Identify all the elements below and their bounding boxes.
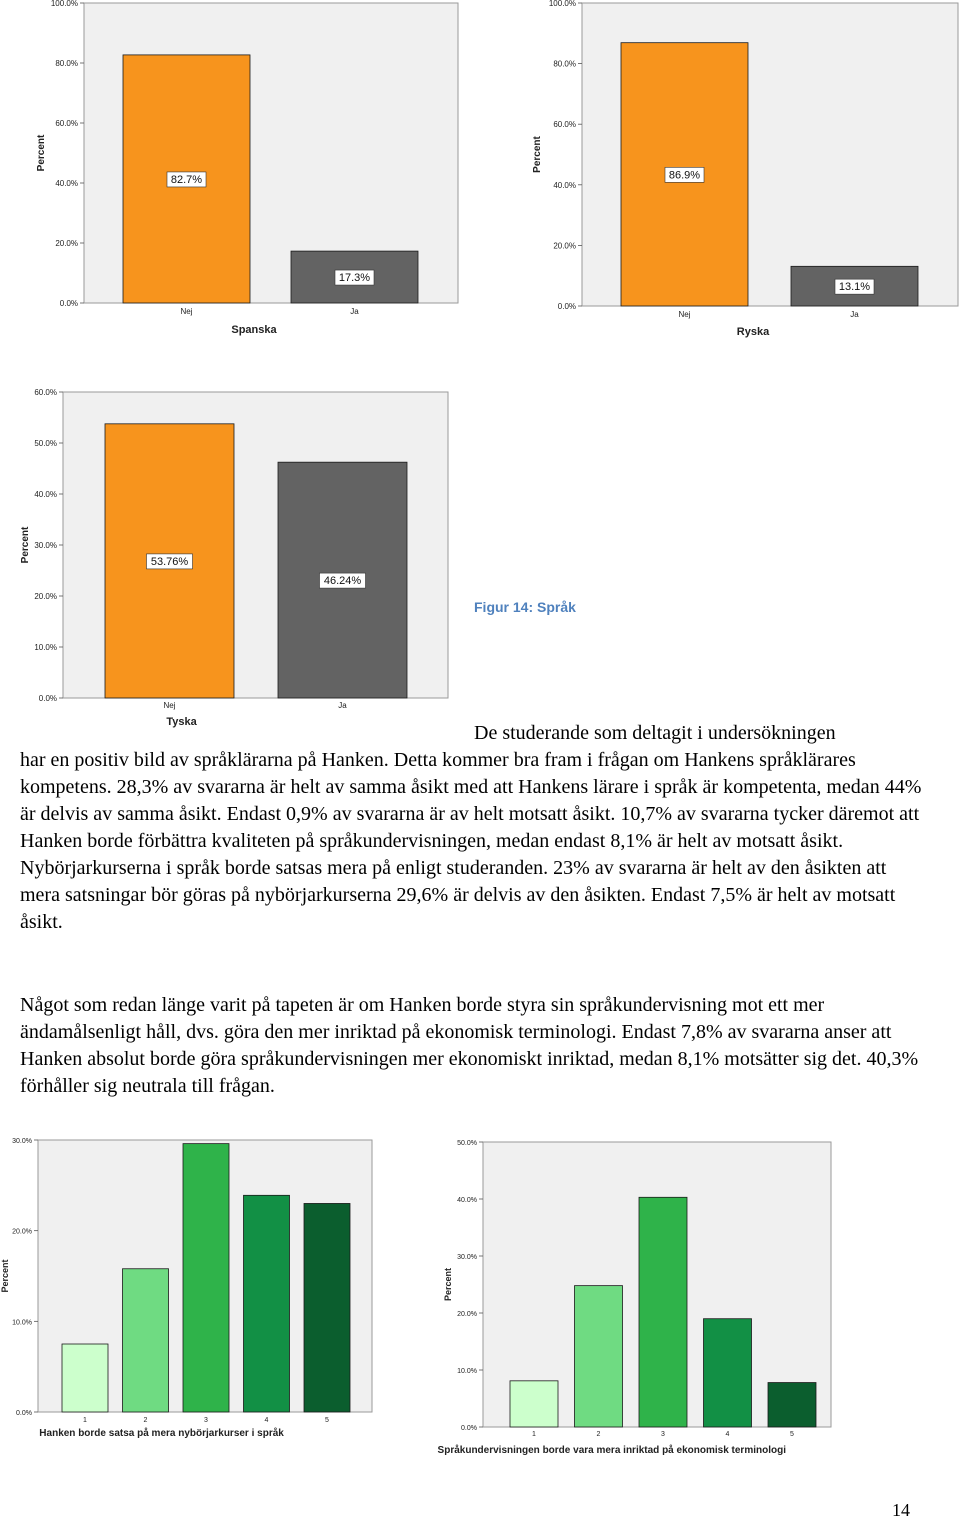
x-axis-label: Språkundervisningen borde vara mera inriktad på ekonomisk terminologi: [437, 1445, 786, 1456]
bar: [575, 1286, 623, 1427]
chart-ekonomisk-terminologi: [437, 1130, 880, 1465]
y-tick-label: 50.0%: [34, 439, 57, 448]
bar: [768, 1383, 816, 1427]
x-axis-label: Spanska: [231, 324, 277, 336]
y-tick-label: 40.0%: [553, 180, 576, 190]
y-tick-label: 10.0%: [12, 1319, 32, 1327]
category-label: 4: [264, 1417, 269, 1424]
y-tick-label: 20.0%: [12, 1228, 32, 1236]
figure-caption: Figur 14: Språk: [474, 599, 576, 615]
category-label: 3: [661, 1431, 665, 1438]
paragraph-1-first-line: De studerande som deltagit i undersökningen: [474, 722, 836, 744]
y-tick-label: 20.0%: [457, 1311, 477, 1318]
y-axis-label: Percent: [36, 134, 47, 172]
y-tick-label: 60.0%: [55, 119, 78, 128]
chart-ryska: [490, 0, 960, 345]
category-label: 5: [325, 1417, 329, 1424]
category-label: Nej: [180, 307, 193, 316]
y-tick-label: 0.0%: [16, 1410, 32, 1417]
data-label: 17.3%: [338, 272, 371, 285]
y-tick-label: 0.0%: [38, 694, 57, 703]
bar: [304, 1203, 350, 1412]
y-tick-label: 10.0%: [457, 1368, 477, 1375]
y-tick-label: 60.0%: [553, 120, 576, 130]
bar: [704, 1319, 752, 1427]
y-axis-label: Percent: [532, 136, 543, 173]
y-tick-label: 20.0%: [55, 239, 78, 248]
paragraph-1: har en positiv bild av språklärarna på Hanken. Detta kommer bra fram i frågan om Hankens språklärares kompetens. 28,3% av svararna är helt av samma åsikt med att Hankens lärare i språk är kompetenta, medan 44% är delvis av samma åsikt. Endast 0,9% av svararna är av helt motsatt åsikt. 10,7% av svararna tycker däremot att Hanken borde förbättra kvaliteten på språkundervisningen, medan endast 8,1% är helt av motsatt åsikt. Nybörjarkurserna i språk borde satsas mera på enligt studeranden. 23% av svararna är helt av den åsikten att mera satsningar bör göras på nybörjarkurserna 29,6% är delvis av den åsikten. Endast 7,5% är helt av motsatt åsikt.: [20, 749, 922, 933]
category-label: 1: [83, 1417, 87, 1424]
y-tick-label: 20.0%: [34, 592, 57, 601]
category-label: Ja: [350, 307, 359, 316]
y-tick-label: 40.0%: [34, 490, 57, 499]
data-label: 86.9%: [668, 169, 701, 182]
y-tick-label: 80.0%: [55, 59, 78, 68]
chart-tyska: [0, 385, 470, 735]
y-tick-label: 100.0%: [50, 0, 78, 8]
category-label: 3: [204, 1417, 208, 1424]
y-tick-label: 50.0%: [457, 1140, 477, 1147]
bar: [62, 1344, 108, 1412]
category-label: 4: [725, 1431, 730, 1438]
category-label: Nej: [163, 701, 176, 710]
x-axis-label: Hanken borde satsa på mera nybörjarkurser i språk: [39, 1428, 284, 1439]
y-tick-label: 0.0%: [557, 302, 576, 311]
data-label: 82.7%: [170, 173, 203, 186]
page-number: 14: [892, 1500, 910, 1520]
y-tick-label: 20.0%: [553, 241, 576, 251]
y-tick-label: 30.0%: [457, 1254, 477, 1261]
category-label: Nej: [678, 310, 691, 319]
y-tick-label: 0.0%: [59, 299, 78, 308]
chart-spanska: [0, 0, 470, 345]
y-tick-label: 60.0%: [34, 388, 57, 397]
bar: [183, 1144, 229, 1412]
bar: [639, 1197, 687, 1427]
x-axis-label: Ryska: [736, 326, 770, 338]
y-axis-label: Percent: [20, 526, 31, 564]
category-label: Ja: [850, 310, 859, 319]
category-label: 5: [790, 1431, 794, 1438]
category-label: 2: [143, 1417, 148, 1424]
category-label: 2: [596, 1431, 601, 1438]
y-tick-label: 10.0%: [34, 643, 57, 652]
y-tick-label: 30.0%: [12, 1138, 32, 1145]
data-label: 53.76%: [150, 555, 189, 568]
y-tick-label: 40.0%: [457, 1197, 477, 1204]
category-label: Ja: [338, 701, 347, 710]
x-axis-label: Tyska: [166, 716, 197, 728]
y-tick-label: 100.0%: [548, 0, 576, 8]
bar: [244, 1195, 290, 1412]
data-label: 13.1%: [838, 281, 871, 294]
y-axis-label: Percent: [443, 1267, 453, 1302]
category-label: 1: [532, 1431, 536, 1438]
chart-nyborjarkurser: [0, 1130, 440, 1450]
y-axis-label: Percent: [0, 1259, 10, 1293]
bar: [510, 1381, 558, 1427]
bar: [123, 1269, 169, 1412]
y-tick-label: 0.0%: [461, 1425, 477, 1432]
paragraph-2: Något som redan länge varit på tapeten är om Hanken borde styra sin språkundervisning mot ett mer ändamålsenligt håll, dvs. göra den mer inriktad på ekonomisk terminologi. Endast 7,8% av svararna anser att Hanken absolut borde göra språkundervisningen mer ekonomiskt inriktad, medan 8,1% motsätter sig det. 40,3% förhåller sig neutrala till frågan.: [20, 994, 919, 1097]
y-tick-label: 80.0%: [553, 59, 576, 69]
y-tick-label: 30.0%: [34, 541, 57, 550]
y-tick-label: 40.0%: [55, 179, 78, 188]
data-label: 46.24%: [323, 575, 362, 588]
